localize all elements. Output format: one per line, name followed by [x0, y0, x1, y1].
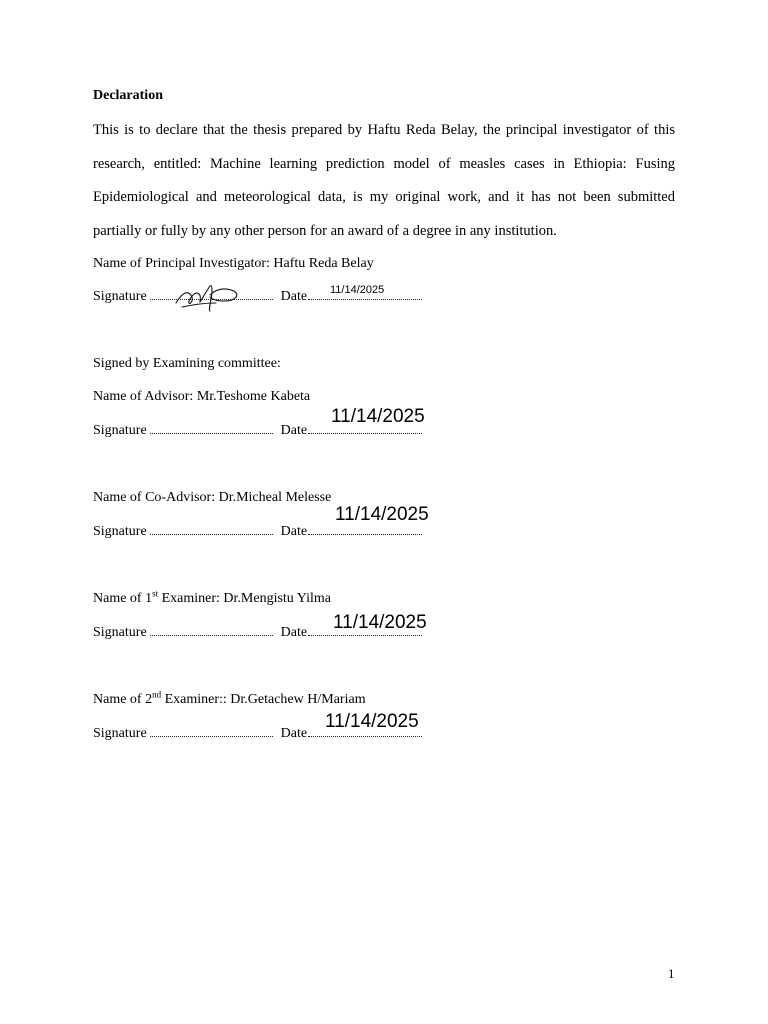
date-label: Date — [280, 524, 308, 539]
declaration-paragraph: This is to declare that the thesis prepared by Haftu Reda Belay, the principal investigator of this research, entitled: Machine learning prediction model of measles cases in Ethiopia: Fusing Epidemiological and meteorological data, is my original work, and it has not been submitted partially or fully by any other person for an award of a degree in any institution. — [93, 122, 675, 239]
signature-icon — [172, 279, 242, 313]
date-label: Date — [280, 625, 308, 640]
signature-line — [150, 423, 273, 434]
advisor-name: Name of Advisor: Mr.Teshome Kabeta — [93, 389, 311, 404]
coadvisor-name: Name of Co-Advisor: Dr.Micheal Melesse — [93, 490, 332, 505]
coadvisor-signature-row — [93, 524, 422, 540]
advisor-date-stamp: 11/14/2025 — [331, 406, 425, 427]
coadvisor-date-stamp: 11/14/2025 — [335, 504, 429, 525]
examiner2-date-stamp: 11/14/2025 — [325, 711, 419, 732]
date-label: Date — [280, 726, 308, 741]
signature-line — [150, 625, 273, 636]
investigator-name: Name of Principal Investigator: Haftu Reda Belay — [93, 256, 374, 271]
signature-label: Signature — [93, 524, 147, 539]
declaration-heading: Declaration — [93, 88, 163, 103]
examiner2-name: Name of 2nd Examiner:: Dr.Getachew H/Mariam — [93, 689, 366, 707]
examiner1-name: Name of 1st Examiner: Dr.Mengistu Yilma — [93, 588, 332, 606]
page-number: 1 — [668, 966, 675, 981]
date-label: Date — [280, 289, 308, 304]
committee-heading: Signed by Examining committee: — [93, 356, 281, 371]
signature-label: Signature — [93, 625, 147, 640]
date-label: Date — [280, 423, 308, 438]
examiner1-date-stamp: 11/14/2025 — [333, 612, 427, 633]
signature-label: Signature — [93, 423, 147, 438]
signature-label: Signature — [93, 726, 147, 741]
signature-label: Signature — [93, 289, 147, 304]
investigator-date-stamp: 11/14/2025 — [330, 284, 385, 296]
signature-line — [150, 726, 273, 737]
signature-line — [150, 524, 273, 535]
